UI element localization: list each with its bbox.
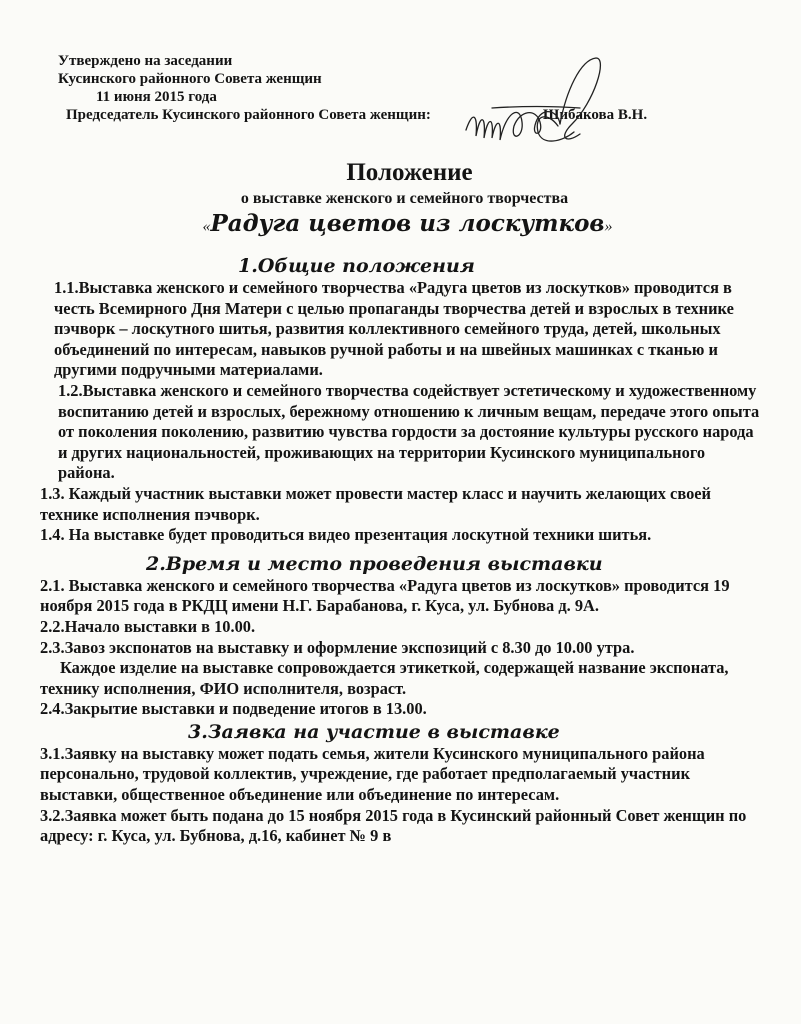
paragraph: 1.3. Каждый участник выставки может провести мастер класс и научить желающих своей технике исполнения пэчворк.: [40, 483, 711, 524]
document-header: [0, 158, 801, 237]
approval-date: 11 июня 2015 года: [96, 89, 217, 105]
signature-icon: [462, 52, 602, 162]
approval-line-2: Кусинского районного Совета женщин: [58, 71, 322, 87]
quote-open: «: [202, 218, 211, 235]
approval-line-1: Утверждено на заседании: [58, 53, 233, 69]
paragraph: 2.3.Завоз экспонатов на выставку и оформление экспозиций с 8.30 до 10.00 утра.: [40, 637, 635, 657]
exhibition-title: Радуга цветов из лоскутков: [210, 210, 605, 237]
exhibition-name: [0, 210, 801, 237]
paragraph: 2.2.Начало выставки в 10.00.: [40, 616, 256, 636]
chair-name: Шибакова В.Н.: [542, 107, 648, 123]
paragraph: 1.1.Выставка женского и семейного творчества «Радуга цветов из лоскутков» проводится в честь Всемирного Дня Матери с целью пропаганды творчества детей и взрослых в технике пэчворк – лоскутного шитья, развития коллективного семейного труда, детей, школьных объединений по интересам, навыков ручной работы и на швейных машинках с тканью и другими подручными материалами.: [54, 278, 734, 380]
quote-close: »: [604, 218, 613, 235]
paragraph: 2.1. Выставка женского и семейного творчества «Радуга цветов из лоскутков» проводится 19 ноября 2015 года в РКДЦ имени Н.Г. Барабанова, г. Куса, ул. Бубнова д. 9А.: [40, 575, 730, 616]
document-body: [40, 254, 765, 847]
document-title: Положение: [346, 159, 473, 186]
chair-label: Председатель Кусинского районного Совета женщин:: [66, 107, 431, 123]
paragraph: 2.4.Закрытие выставки и подведение итогов в 13.00.: [40, 699, 427, 719]
document-subtitle: о выставке женского и семейного творчества: [240, 190, 569, 207]
paragraph: 1.2.Выставка женского и семейного творчества содействует эстетическому и художественному воспитанию детей и взрослых, бережному отношению к личным вещам, передаче этого опыта от поколения поколению, развитию чувства гордости за достояние культуры русского народа и других национальностей, проживающих на территории Кусинского муниципального района.: [58, 380, 760, 483]
section-heading: 1.Общие положения: [238, 255, 475, 277]
section-heading: 3.Заявка на участие в выставке: [188, 720, 560, 743]
paragraph: 3.1.Заявку на выставку может подать семья, жители Кусинского муниципального района персонально, трудовой коллектив, учреждение, где работает предполагаемый участник выставки, общественное объединение или объединение по интересам.: [40, 743, 705, 805]
paragraph: 3.2.Заявка может быть подана до 15 ноября 2015 года в Кусинский районный Совет женщин по адресу: г. Куса, ул. Бубнова, д.16, кабинет № 9 в: [40, 805, 747, 846]
section-heading: 2.Время и место проведения выставки: [146, 552, 603, 575]
paragraph: Каждое изделие на выставке сопровождается этикеткой, содержащей название экспоната, технику исполнения, ФИО исполнителя, возраст.: [40, 658, 729, 698]
paragraph: 1.4. На выставке будет проводиться видео презентация лоскутной техники шитья.: [40, 525, 652, 545]
